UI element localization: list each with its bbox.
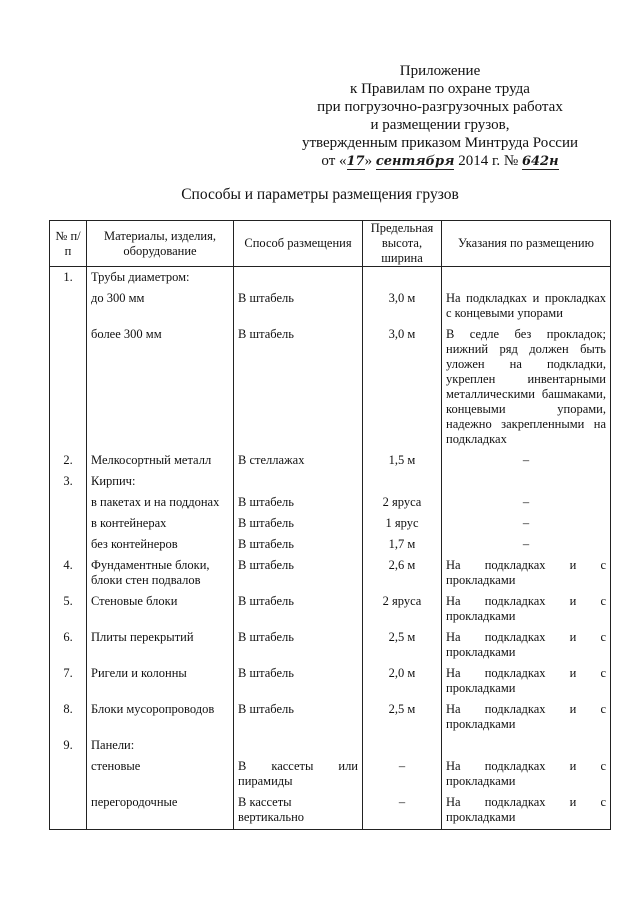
row-method (234, 736, 363, 757)
table-row (50, 757, 611, 793)
row-material: до 300 мм (87, 289, 234, 325)
row-method: В штабель (234, 592, 363, 628)
table-row (50, 535, 611, 556)
row-note: – (442, 514, 611, 535)
header-materials: Материалы, изделия, оборудование (87, 221, 234, 267)
row-num: 5. (50, 592, 87, 628)
row-material: в пакетах и на поддонах (87, 493, 234, 514)
row-height: 2,0 м (363, 664, 442, 700)
row-height: 3,0 м (363, 325, 442, 451)
row-material: Трубы диаметром: (87, 267, 234, 290)
table-row (50, 451, 611, 472)
date-day-handwritten: 17 (346, 154, 365, 169)
row-note (442, 736, 611, 757)
row-note: – (442, 535, 611, 556)
row-note (442, 267, 611, 290)
table-row (50, 267, 611, 290)
row-height (363, 267, 442, 290)
row-method: В штабель (234, 700, 363, 736)
row-method: В штабель (234, 325, 363, 451)
date-mid: » (364, 153, 373, 169)
table-row (50, 736, 611, 757)
row-method: В штабель (234, 535, 363, 556)
table-row (50, 472, 611, 493)
row-num: 4. (50, 556, 87, 592)
table-row (50, 664, 611, 700)
row-height: 2,6 м (363, 556, 442, 592)
appendix-line: при погрузочно-разгрузочных работах (317, 99, 563, 115)
appendix-header (290, 62, 590, 170)
document-title: Способы и параметры размещения грузов (181, 186, 459, 203)
order-number-handwritten: 642н (521, 154, 559, 169)
row-num: 7. (50, 664, 87, 700)
row-note: В седле без прокладок; нижний ряд должен быть уложен на подкладки, укреплен инвентарными металлическими башмаками, концевыми упорами, надежно закрепленными на подкладках (442, 325, 611, 451)
row-material: без контейнеров (87, 535, 234, 556)
table-row (50, 793, 611, 830)
row-height: 3,0 м (363, 289, 442, 325)
row-method: В стеллажах (234, 451, 363, 472)
row-note: На подкладках и прокладках с концевыми упорами (442, 289, 611, 325)
row-material: Кирпич: (87, 472, 234, 493)
row-method (234, 472, 363, 493)
row-num: 3. (50, 472, 87, 493)
row-method: В штабель (234, 556, 363, 592)
row-method: В штабель (234, 289, 363, 325)
row-note (442, 472, 611, 493)
row-height: 1,7 м (363, 535, 442, 556)
row-method: В кассеты вертикально (234, 793, 363, 830)
row-material: в контейнерах (87, 514, 234, 535)
appendix-date-line (290, 152, 590, 170)
row-note: На подкладках и с прокладками (442, 664, 611, 700)
row-material: Плиты перекрытий (87, 628, 234, 664)
row-material: Ригели и колонны (87, 664, 234, 700)
row-material: Блоки мусоропроводов (87, 700, 234, 736)
table-row (50, 556, 611, 592)
row-num (50, 757, 87, 793)
row-note: На подкладках и с прокладками (442, 628, 611, 664)
table-header-row (50, 221, 611, 267)
row-height (363, 472, 442, 493)
row-note: – (442, 451, 611, 472)
appendix-line: к Правилам по охране труда (350, 81, 530, 97)
row-height: – (363, 793, 442, 830)
appendix-line: и размещении грузов, (370, 117, 510, 133)
row-material: Панели: (87, 736, 234, 757)
row-note: На подкладках и с прокладками (442, 793, 611, 830)
header-notes: Указания по размещению (442, 221, 611, 267)
row-method: В штабель (234, 664, 363, 700)
row-height: 2 яруса (363, 493, 442, 514)
row-num (50, 325, 87, 451)
row-height: 2,5 м (363, 700, 442, 736)
table-row (50, 592, 611, 628)
row-method (234, 267, 363, 290)
row-material: Фундаментные блоки, блоки стен подвалов (87, 556, 234, 592)
table-row (50, 514, 611, 535)
placement-table (49, 220, 611, 830)
row-note: На подкладках и с прокладками (442, 757, 611, 793)
row-material: стеновые (87, 757, 234, 793)
row-note: – (442, 493, 611, 514)
row-height: – (363, 757, 442, 793)
header-num: № п/п (50, 221, 87, 267)
row-method: В штабель (234, 493, 363, 514)
row-method: В штабель (234, 514, 363, 535)
row-height: 2,5 м (363, 628, 442, 664)
row-num: 6. (50, 628, 87, 664)
row-num: 1. (50, 267, 87, 290)
row-method: В штабель (234, 628, 363, 664)
row-height: 2 яруса (363, 592, 442, 628)
row-note: На подкладках и с прокладками (442, 592, 611, 628)
row-num: 8. (50, 700, 87, 736)
row-num (50, 535, 87, 556)
row-num (50, 793, 87, 830)
header-method: Способ размещения (234, 221, 363, 267)
table-row (50, 493, 611, 514)
row-method: В кассеты или пирамиды (234, 757, 363, 793)
table-row (50, 628, 611, 664)
row-num (50, 493, 87, 514)
table-row (50, 700, 611, 736)
row-material: перегородочные (87, 793, 234, 830)
row-height (363, 736, 442, 757)
row-material: более 300 мм (87, 325, 234, 451)
date-year: 2014 г. № (458, 153, 519, 169)
row-note: На подкладках и с прокладками (442, 556, 611, 592)
date-prefix: от « (321, 153, 347, 169)
date-month-handwritten: сентября (375, 154, 455, 169)
table-row (50, 289, 611, 325)
header-height: Предельная высота, ширина (363, 221, 442, 267)
row-num: 9. (50, 736, 87, 757)
row-num (50, 514, 87, 535)
row-height: 1 ярус (363, 514, 442, 535)
row-note: На подкладках и с прокладками (442, 700, 611, 736)
row-height: 1,5 м (363, 451, 442, 472)
table-row (50, 325, 611, 451)
row-num: 2. (50, 451, 87, 472)
appendix-line: Приложение (399, 63, 481, 79)
row-material: Мелкосортный металл (87, 451, 234, 472)
appendix-line: утвержденным приказом Минтруда России (301, 135, 579, 151)
row-num (50, 289, 87, 325)
row-material: Стеновые блоки (87, 592, 234, 628)
